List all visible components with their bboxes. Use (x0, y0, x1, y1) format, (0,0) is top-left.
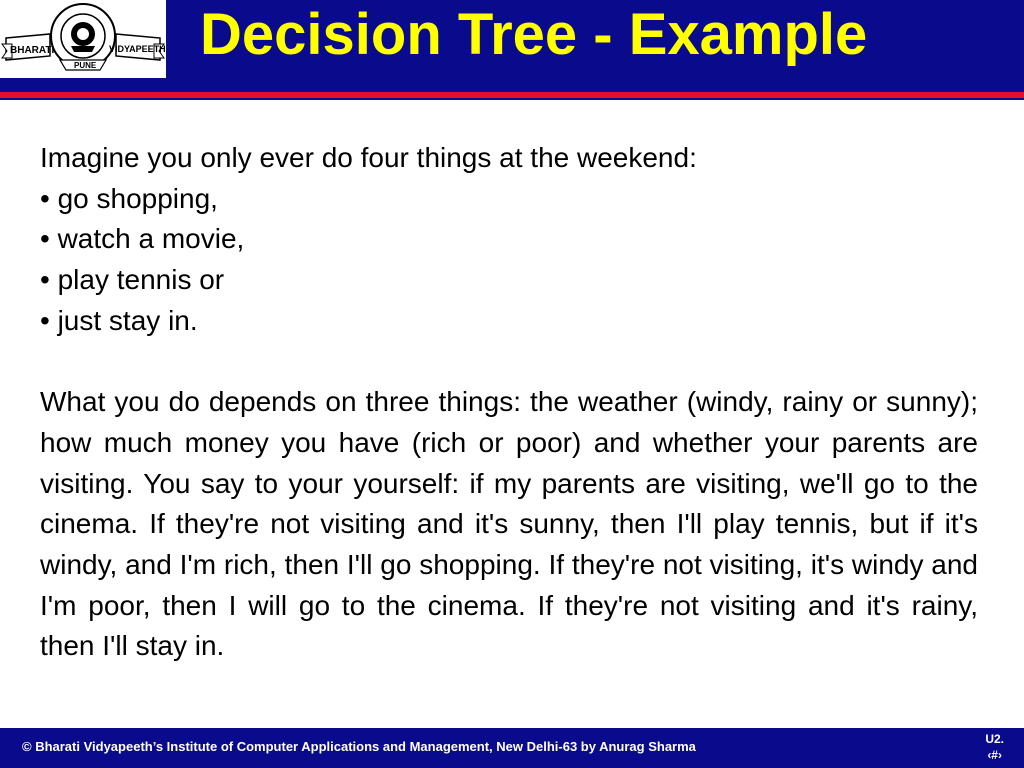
list-item: • go shopping, (40, 182, 218, 214)
intro-text: Imagine you only ever do four things at the weekend: (40, 142, 697, 173)
svg-text:VIDYAPEETH: VIDYAPEETH (109, 44, 166, 54)
svg-text:PUNE: PUNE (74, 61, 97, 70)
slide-number-unit: U2. (985, 732, 1004, 746)
svg-text:BHARATI: BHARATI (10, 45, 55, 56)
slide-title: Decision Tree - Example (200, 2, 868, 67)
header-bar (0, 0, 1024, 92)
logo-emblem-icon (0, 0, 166, 78)
list-item: • watch a movie, (40, 223, 245, 255)
footer-bar (0, 728, 1024, 768)
list-item: • play tennis or (40, 264, 225, 296)
header-underline (0, 98, 1024, 100)
institute-logo (0, 0, 166, 78)
description-paragraph: What you do depends on three things: the weather (windy, rainy or sunny); how much money you have (rich or poor) and whether your parents are visiting. You say to your yourself: if my parents are visiting, we'll go to the cinema. If they're not visiting and it's sunny, then I'll play tennis, but if it's windy, and I'm rich, then I'll go shopping. If they're not visiting, it's windy and I'm poor, then I will go to the cinema. If they're not visiting and it's rainy, then I'll stay in. (40, 386, 978, 662)
footer-copyright: © Bharati Vidyapeeth’s Institute of Computer Applications and Management, New Delhi-63 by Anurag Sharma (22, 739, 696, 754)
spacer (40, 342, 978, 383)
list-item: • just stay in. (40, 304, 198, 336)
slide-number-placeholder: ‹#› (987, 748, 1002, 762)
slide-number (985, 731, 1004, 763)
slide-body (40, 138, 978, 667)
